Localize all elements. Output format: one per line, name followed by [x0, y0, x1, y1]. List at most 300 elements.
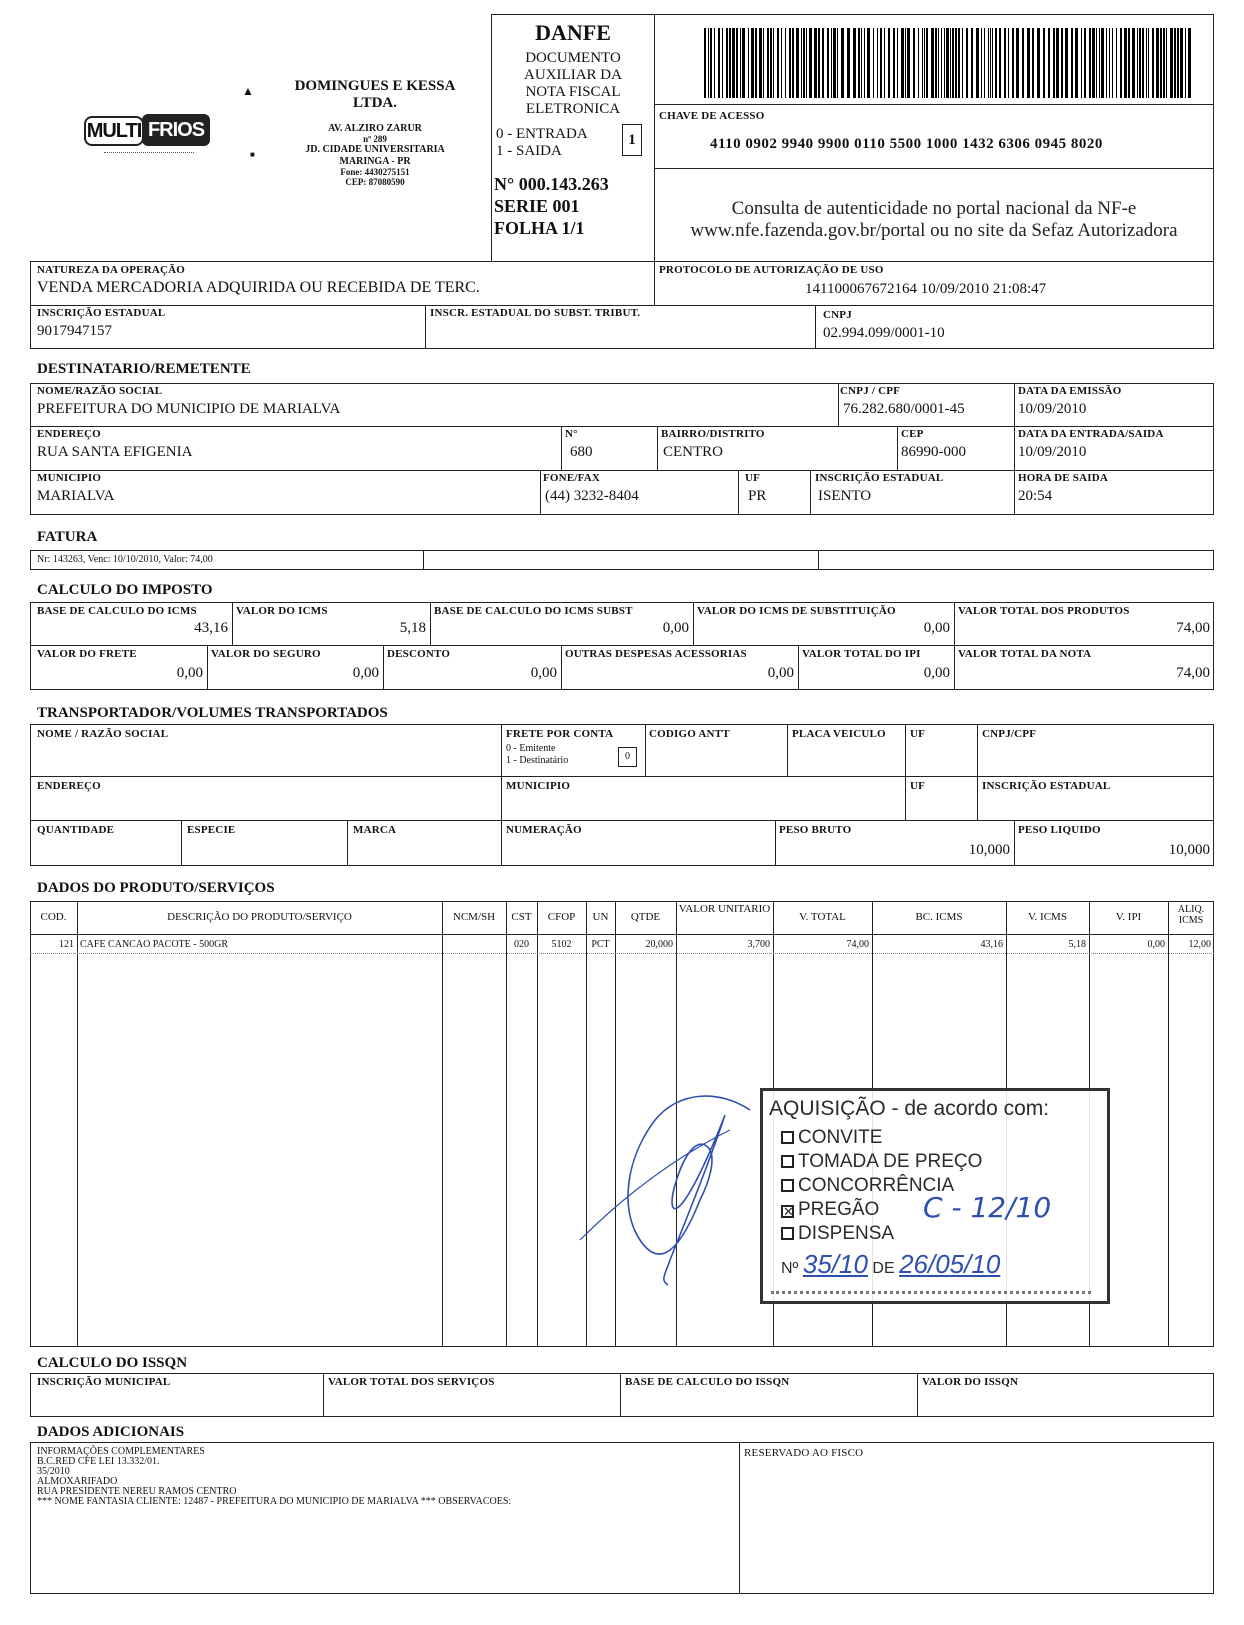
dest-endereco-value: RUA SANTA EFIGENIA — [37, 444, 193, 460]
barcode-bar — [1163, 28, 1165, 98]
transp-marca-label: MARCA — [353, 824, 397, 836]
barcode-bar — [1101, 28, 1104, 98]
barcode — [704, 28, 1194, 98]
barcode-bar — [931, 28, 934, 98]
barcode-bar — [976, 28, 979, 98]
stamp-handwritten-code: C - 12/10 — [923, 1191, 1052, 1224]
barcode-bar — [1032, 28, 1034, 98]
rule — [347, 820, 348, 866]
dest-uf-label: UF — [745, 472, 761, 484]
barcode-bar — [1132, 28, 1135, 98]
column-rule — [77, 901, 78, 1347]
dest-bairro-value: CENTRO — [663, 444, 723, 460]
barcode-bar — [1027, 28, 1030, 98]
dest-cnpj-value: 76.282.680/0001-45 — [843, 401, 965, 417]
rule — [654, 261, 655, 305]
consulta-line-2: www.nfe.fazenda.gov.br/portal ou no site da Sefaz Autorizadora — [690, 220, 1178, 241]
rule — [954, 602, 955, 690]
stamp-nr-prefix: Nº — [781, 1260, 799, 1277]
barcode-bar — [755, 28, 757, 98]
barcode-bar — [990, 28, 991, 98]
stamp-nr-line — [781, 1249, 1000, 1280]
stamp-bottom-rule — [771, 1291, 1091, 1294]
barcode-bar — [995, 28, 997, 98]
barcode-bar — [913, 28, 915, 98]
issqn-bc-label: BASE DE CALCULO DO ISSQN — [625, 1376, 790, 1388]
danfe-subtitle-3: NOTA FISCAL — [525, 84, 621, 100]
outras-value: 0,00 — [767, 665, 794, 681]
logo-frios: FRIOS — [142, 114, 210, 146]
danfe-folha: FOLHA 1/1 — [494, 218, 585, 238]
dest-municipio-label: MUNICIPIO — [37, 472, 102, 484]
column-header: DESCRIÇÃO DO PRODUTO/SERVIÇO — [167, 911, 352, 923]
rule — [207, 645, 208, 690]
v-icms-label: VALOR DO ICMS — [236, 605, 328, 617]
danfe-serie: SERIE 001 — [494, 196, 580, 216]
barcode-bar — [837, 28, 838, 98]
rule — [30, 426, 1214, 427]
transp-peso-bruto-value: 10,000 — [968, 842, 1010, 858]
barcode-bar — [748, 28, 749, 98]
column-header: CST — [511, 911, 532, 923]
column-header: NCM/SH — [452, 911, 496, 923]
barcode-bar — [888, 28, 890, 98]
emitter-city: MARINGA - PR — [339, 156, 411, 167]
barcode-bar — [1185, 28, 1186, 98]
stamp-opt-convite — [781, 1127, 882, 1149]
dest-emissao-value: 10/09/2010 — [1018, 401, 1087, 417]
barcode-bar — [905, 28, 906, 98]
transp-numeracao-label: NUMERAÇÃO — [506, 824, 582, 836]
barcode-bar — [801, 28, 802, 98]
barcode-bar — [1081, 28, 1082, 98]
barcode-bar — [1043, 28, 1045, 98]
stamp-opt-label: CONVITE — [798, 1127, 883, 1148]
column-header: COD. — [40, 911, 67, 923]
barcode-bar — [918, 28, 919, 98]
barcode-bar — [926, 28, 928, 98]
barcode-bar — [1139, 28, 1141, 98]
barcode-bar — [861, 28, 862, 98]
column-header: UN — [592, 911, 609, 923]
barcode-bar — [736, 28, 738, 98]
barcode-bar — [781, 28, 782, 98]
frete-label: VALOR DO FRETE — [37, 648, 137, 660]
barcode-bar — [1137, 28, 1138, 98]
barcode-bar — [1124, 28, 1127, 98]
transp-uf2-label: UF — [910, 780, 926, 792]
barcode-bar — [1156, 28, 1159, 98]
table-cell: 3,700 — [747, 939, 770, 950]
info-line: *** NOME FANTASIA CLIENTE: 12487 - PREFEITURA DO MUNICIPIO DE MARIALVA *** OBSERVACOES: — [37, 1496, 512, 1507]
barcode-bar — [1008, 28, 1009, 98]
barcode-bar — [1106, 28, 1107, 98]
barcode-bar — [858, 28, 860, 98]
rule — [30, 934, 1214, 935]
barcode-bar — [1075, 28, 1078, 98]
barcode-bar — [814, 28, 817, 98]
table-row-rule — [30, 953, 1214, 954]
barcode-bar — [867, 28, 870, 98]
barcode-bar — [922, 28, 923, 98]
column-rule — [506, 901, 507, 1347]
rule — [323, 1373, 324, 1417]
barcode-bar — [718, 28, 720, 98]
barcode-bar — [1188, 28, 1191, 98]
barcode-bar — [789, 28, 791, 98]
table-cell: 020 — [514, 939, 529, 950]
barcode-bar — [1048, 28, 1050, 98]
barcode-bar — [924, 28, 925, 98]
desconto-label: DESCONTO — [387, 648, 451, 660]
rule — [1014, 820, 1015, 866]
barcode-bar — [1065, 28, 1068, 98]
adicionais-section-title: DADOS ADICIONAIS — [37, 1424, 185, 1440]
barcode-bar — [958, 28, 960, 98]
barcode-bar — [864, 28, 865, 98]
bc-icms-value: 43,16 — [194, 620, 228, 636]
info-line: RUA PRESIDENTE NEREU RAMOS CENTRO — [37, 1486, 237, 1497]
stamp-date-value: 26/05/10 — [899, 1249, 1001, 1279]
barcode-bar — [884, 28, 885, 98]
transp-especie-label: ESPECIE — [187, 824, 236, 836]
danfe-entrada: 0 - ENTRADA — [496, 126, 588, 142]
barcode-bar — [708, 28, 709, 98]
danfe-subtitle-1: DOCUMENTO — [525, 50, 621, 66]
barcode-bar — [1177, 28, 1179, 98]
barcode-bar — [950, 28, 951, 98]
table-cell: 74,00 — [846, 939, 869, 950]
ie-value: 9017947157 — [37, 323, 112, 339]
barcode-bar — [827, 28, 829, 98]
rule — [917, 1373, 918, 1417]
stamp-opt-label: TOMADA DE PREÇO — [798, 1151, 983, 1172]
barcode-bar — [818, 28, 820, 98]
rule — [738, 470, 739, 515]
rule — [905, 724, 906, 820]
dest-fone-value: (44) 3232-8404 — [545, 488, 639, 504]
dest-hora-label: HORA DE SAIDA — [1018, 472, 1109, 484]
barcode-bar — [809, 28, 812, 98]
barcode-bar — [901, 28, 904, 98]
column-header: VALOR UNITARIO — [678, 903, 771, 915]
rule — [645, 724, 646, 776]
transp-municipio-label: MUNICIPIO — [506, 780, 571, 792]
company-logo — [84, 112, 210, 148]
transp-peso-liq-label: PESO LIQUIDO — [1018, 824, 1101, 836]
protocolo-label: PROTOCOLO DE AUTORIZAÇÃO DE USO — [659, 264, 884, 276]
table-cell: CAFE CANCAO PACOTE - 500GR — [80, 939, 228, 950]
dest-endereco-label: ENDEREÇO — [37, 428, 101, 440]
barcode-bar — [1180, 28, 1183, 98]
transp-ie-label: INSCRIÇÃO ESTADUAL — [982, 780, 1111, 792]
barcode-bar — [1056, 28, 1059, 98]
barcode-bar — [1099, 28, 1100, 98]
issqn-section-title: CALCULO DO ISSQN — [37, 1355, 188, 1371]
column-header: V. TOTAL — [799, 911, 846, 923]
table-cell: 121 — [59, 939, 74, 950]
issqn-valor-label: VALOR DO ISSQN — [922, 1376, 1019, 1388]
table-cell: 0,00 — [1147, 939, 1165, 950]
v-prod-label: VALOR TOTAL DOS PRODUTOS — [958, 605, 1130, 617]
barcode-bar — [740, 28, 741, 98]
danfe-title: DANFE — [535, 20, 611, 45]
barcode-bar — [751, 28, 754, 98]
consulta-line-1: Consulta de autenticidade no portal nacional da NF-e — [731, 198, 1137, 219]
frete-value: 0,00 — [176, 665, 203, 681]
barcode-bar — [1071, 28, 1073, 98]
barcode-bar — [1089, 28, 1091, 98]
rule — [815, 305, 816, 349]
ie-st-label: INSCR. ESTADUAL DO SUBST. TRIBUT. — [430, 307, 641, 319]
rule — [620, 1373, 621, 1417]
stamp-opt-tomada — [781, 1151, 982, 1173]
emitter-district: JD. CIDADE UNIVERSITARIA — [305, 144, 445, 155]
issqn-servicos-label: VALOR TOTAL DOS SERVIÇOS — [328, 1376, 495, 1388]
stamp-de-label: DE — [872, 1260, 895, 1277]
barcode-bar — [1053, 28, 1055, 98]
rule — [798, 645, 799, 690]
v-st-label: VALOR DO ICMS DE SUBSTITUIÇÃO — [697, 605, 896, 617]
dest-cep-value: 86990-000 — [901, 444, 966, 460]
outras-label: OUTRAS DESPESAS ACESSORIAS — [565, 648, 747, 660]
transp-nome-label: NOME / RAZÃO SOCIAL — [37, 728, 169, 740]
rule — [423, 550, 424, 570]
barcode-bar — [796, 28, 799, 98]
acquisition-stamp — [760, 1088, 1110, 1304]
rule — [838, 383, 839, 426]
danfe-numero: N° 000.143.263 — [494, 174, 609, 194]
barcode-bar — [1170, 28, 1173, 98]
stamp-opt-label: DISPENSA — [798, 1223, 895, 1244]
barcode-bar — [1142, 28, 1144, 98]
barcode-bar — [1174, 28, 1176, 98]
rule — [383, 645, 384, 690]
barcode-bar — [897, 28, 898, 98]
barcode-bar — [1092, 28, 1095, 98]
table-cell: 43,16 — [980, 939, 1003, 950]
table-cell: 12,00 — [1188, 939, 1211, 950]
barcode-bar — [841, 28, 844, 98]
bullet-icon: ■ — [250, 150, 255, 159]
dest-cnpj-label: CNPJ / CPF — [840, 385, 901, 397]
natureza-label: NATUREZA DA OPERAÇÃO — [37, 264, 186, 276]
dest-bairro-label: BAIRRO/DISTRITO — [661, 428, 765, 440]
barcode-bar — [833, 28, 836, 98]
dest-entrada-value: 10/09/2010 — [1018, 444, 1087, 460]
barcode-bar — [873, 28, 874, 98]
barcode-bar — [763, 28, 764, 98]
rule — [561, 426, 562, 470]
barcode-bar — [999, 28, 1001, 98]
barcode-bar — [944, 28, 945, 98]
dest-municipio-value: MARIALVA — [37, 488, 115, 504]
ipi-label: VALOR TOTAL DO IPI — [802, 648, 921, 660]
column-header: V. ICMS — [1028, 911, 1067, 923]
table-cell: 5102 — [551, 939, 572, 950]
emitter-address: AV. ALZIRO ZARUR — [328, 123, 422, 134]
barcode-bar — [777, 28, 779, 98]
barcode-bar — [981, 28, 982, 98]
rule — [430, 602, 431, 645]
rule — [561, 645, 562, 690]
barcode-bar — [785, 28, 786, 98]
rule — [30, 776, 1214, 777]
barcode-bar — [988, 28, 989, 98]
barcode-bar — [1120, 28, 1122, 98]
rule — [232, 602, 233, 645]
stamp-opt-dispensa — [781, 1223, 894, 1245]
barcode-bar — [732, 28, 735, 98]
nota-label: VALOR TOTAL DA NOTA — [958, 648, 1092, 660]
imposto-section-title: CALCULO DO IMPOSTO — [37, 582, 213, 598]
column-rule — [537, 901, 538, 1347]
barcode-bar — [726, 28, 728, 98]
transport-box — [30, 724, 1214, 866]
bullet-icon: ▲ — [242, 84, 254, 98]
rule — [30, 820, 1214, 821]
barcode-bar — [1109, 28, 1110, 98]
barcode-bar — [1096, 28, 1097, 98]
rule — [30, 305, 1214, 306]
recipient-section-title: DESTINATARIO/REMETENTE — [37, 361, 251, 377]
fatura-section-title: FATURA — [37, 529, 98, 545]
access-key-label: CHAVE DE ACESSO — [659, 110, 765, 122]
rule — [897, 426, 898, 470]
barcode-bar — [935, 28, 937, 98]
barcode-bar — [759, 28, 762, 98]
column-header: BC. ICMS — [915, 911, 963, 923]
barcode-bar — [853, 28, 856, 98]
barcode-bar — [806, 28, 807, 98]
v-icms-value: 5,18 — [399, 620, 426, 636]
transp-cnpj-label: CNPJ/CPF — [982, 728, 1037, 740]
column-header: CFOP — [547, 911, 576, 923]
table-cell: PCT — [591, 939, 610, 950]
barcode-bar — [938, 28, 939, 98]
cnpj-value: 02.994.099/0001-10 — [823, 325, 945, 341]
barcode-bar — [822, 28, 824, 98]
fisco-label: RESERVADO AO FISCO — [744, 1447, 864, 1459]
column-rule — [1168, 901, 1169, 1347]
rule — [818, 550, 819, 570]
emitter-name: DOMINGUES E KESSA LTDA. — [294, 78, 456, 111]
logo-tagline — [104, 152, 194, 153]
cnpj-label: CNPJ — [823, 309, 852, 321]
products-section-title: DADOS DO PRODUTO/SERVIÇOS — [37, 880, 275, 896]
rule — [787, 724, 788, 776]
access-key-value: 4110 0902 9940 9900 0110 5500 1000 1432 6306 0945 8020 — [710, 136, 1103, 152]
barcode-bar — [1016, 28, 1019, 98]
barcode-bar — [792, 28, 794, 98]
issqn-im-label: INSCRIÇÃO MUNICIPAL — [37, 1376, 171, 1388]
v-st-value: 0,00 — [923, 620, 950, 636]
barcode-bar — [847, 28, 850, 98]
dest-uf-value: PR — [748, 488, 767, 504]
barcode-bar — [893, 28, 895, 98]
barcode-bar — [992, 28, 993, 98]
rule — [425, 305, 426, 349]
dest-entrada-label: DATA DA ENTRADA/SAIDA — [1018, 428, 1164, 440]
desconto-value: 0,00 — [530, 665, 557, 681]
bc-icms-label: BASE DE CALCULO DO ICMS — [37, 605, 197, 617]
barcode-bar — [742, 28, 745, 98]
dest-numero-label: N° — [565, 428, 578, 440]
transp-antt-label: CODIGO ANTT — [649, 728, 730, 740]
dest-ie-value: ISENTO — [818, 488, 872, 504]
informacoes-complementares — [37, 1447, 511, 1507]
barcode-bar — [767, 28, 769, 98]
column-rule — [442, 901, 443, 1347]
barcode-bar — [1128, 28, 1130, 98]
barcode-bar — [877, 28, 878, 98]
barcode-bar — [1022, 28, 1024, 98]
danfe-saida: 1 - SAIDA — [496, 143, 562, 159]
barcode-bar — [1061, 28, 1063, 98]
rule — [654, 168, 1214, 169]
transp-placa-label: PLACA VEICULO — [792, 728, 886, 740]
barcode-bar — [1012, 28, 1014, 98]
dest-hora-value: 20:54 — [1018, 488, 1053, 504]
dest-cep-label: CEP — [901, 428, 924, 440]
bc-st-value: 0,00 — [662, 620, 689, 636]
danfe-subtitle-2: AUXILIAR DA — [524, 67, 622, 83]
column-header: ALIQ. ICMS — [1177, 904, 1205, 926]
transp-peso-liq-value: 10,000 — [1168, 842, 1210, 858]
handwritten-signature — [560, 1090, 790, 1290]
ie-label: INSCRIÇÃO ESTADUAL — [37, 307, 166, 319]
emitter-cep: CEP: 87080590 — [345, 177, 405, 187]
transport-section-title: TRANSPORTADOR/VOLUMES TRANSPORTADOS — [37, 705, 388, 721]
barcode-bar — [984, 28, 985, 98]
natureza-value: VENDA MERCADORIA ADQUIRIDA OU RECEBIDA DE TERC. — [37, 279, 480, 296]
info-line: INFORMAÇÕES COMPLEMENTARES — [37, 1446, 205, 1457]
barcode-bar — [941, 28, 942, 98]
seguro-value: 0,00 — [352, 665, 379, 681]
barcode-bar — [1148, 28, 1149, 98]
transp-uf-label: UF — [910, 728, 926, 740]
barcode-bar — [880, 28, 882, 98]
logo-multi: MULTI — [84, 116, 144, 146]
fatura-value: Nr: 143263, Venc: 10/10/2010, Valor: 74,00 — [37, 554, 213, 565]
barcode-bar — [1152, 28, 1154, 98]
danfe-subtitle-4: ELETRONICA — [525, 101, 621, 117]
barcode-bar — [955, 28, 957, 98]
transp-frete-opt1: 1 - Destinatário — [506, 755, 569, 766]
emitter-number: nº 289 — [363, 134, 387, 144]
v-prod-value: 74,00 — [1176, 620, 1210, 636]
seguro-label: VALOR DO SEGURO — [211, 648, 321, 660]
info-line: B.C.RED CFE LEI 13.332/01. — [37, 1456, 160, 1467]
stamp-nr-value: 35/10 — [802, 1249, 868, 1279]
barcode-bar — [971, 28, 973, 98]
rule — [181, 820, 182, 866]
barcode-bar — [1112, 28, 1113, 98]
transp-frete-value: 0 — [618, 747, 637, 767]
checked-checkbox-icon: ✕ — [783, 1204, 794, 1219]
stamp-opt-label: CONCORRÊNCIA — [798, 1175, 955, 1196]
rule — [654, 104, 1214, 105]
barcode-bar — [907, 28, 910, 98]
info-line: ALMOXARIFADO — [37, 1476, 118, 1487]
issqn-box — [30, 1373, 1214, 1417]
rule — [739, 1442, 740, 1594]
barcode-bar — [729, 28, 731, 98]
rule — [810, 470, 811, 515]
barcode-bar — [1084, 28, 1086, 98]
rule — [501, 724, 502, 866]
rule — [693, 602, 694, 645]
